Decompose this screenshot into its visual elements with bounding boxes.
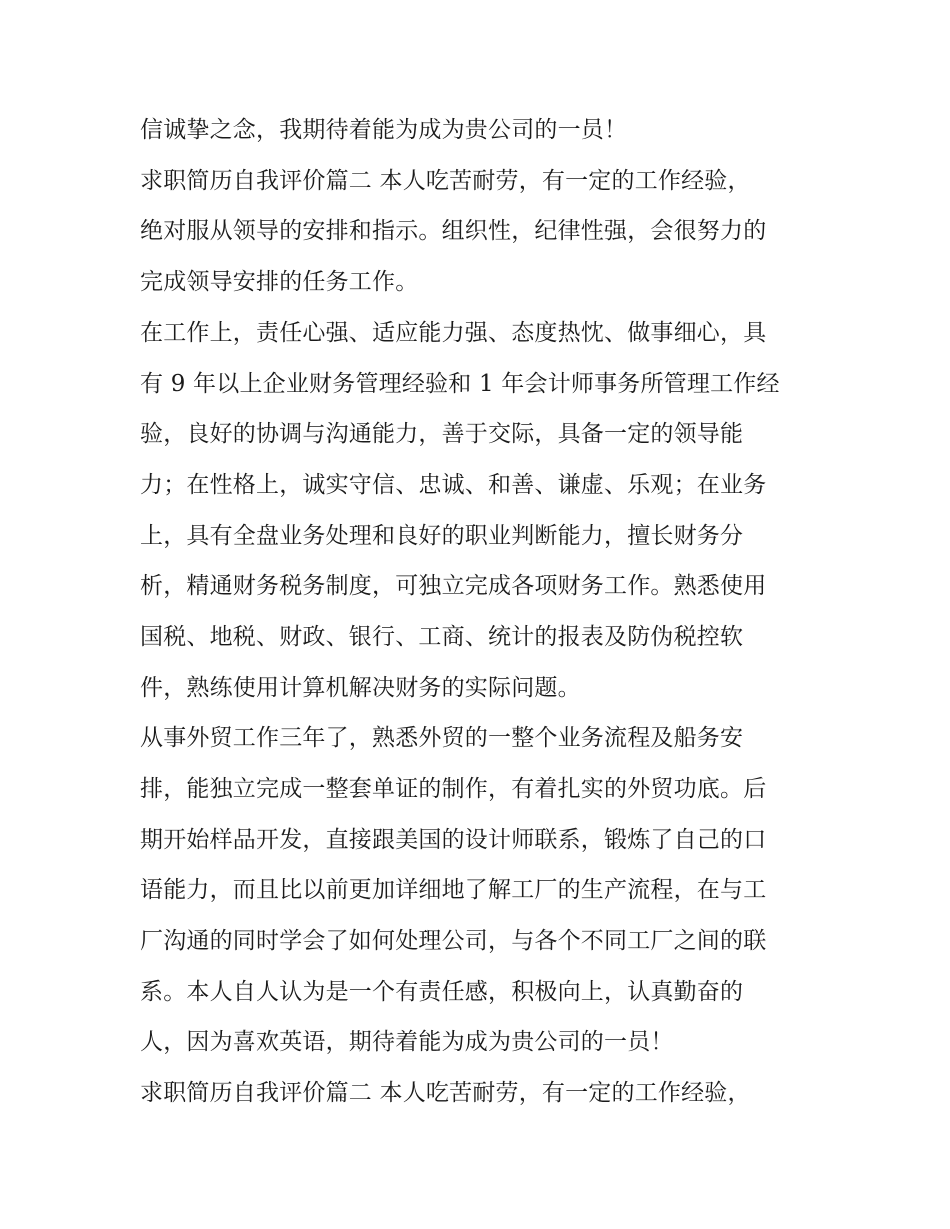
text-line: 完成领导安排的任务工作。 (140, 269, 419, 295)
text-line: 有 9 年以上企业财务管理经验和 1 年会计师事务所管理工作经 (140, 371, 780, 397)
text-line: 国税、地税、财政、银行、工商、统计的报表及防伪税控软 (140, 624, 744, 650)
text-line: 力；在性格上，诚实守信、忠诚、和善、谦虚、乐观；在业务 (140, 472, 767, 498)
text-line: 厂沟通的同时学会了如何处理公司，与各个不同工厂之间的联 (140, 928, 767, 954)
text-line: 求职简历自我评价篇二 本人吃苦耐劳，有一定的工作经验， (140, 168, 751, 194)
text-line: 语能力，而且比以前更加详细地了解工厂的生产流程，在与工 (140, 877, 767, 903)
text-line: 求职简历自我评价篇二 本人吃苦耐劳，有一定的工作经验， (140, 1080, 751, 1106)
text-line: 系。本人自人认为是一个有责任感，积极向上，认真勤奋的 (140, 979, 744, 1005)
text-line: 排，能独立完成一整套单证的制作，有着扎实的外贸功底。后 (140, 776, 767, 802)
text-line: 人，因为喜欢英语，期待着能为成为贵公司的一员！ (140, 1029, 674, 1055)
text-line: 上，具有全盘业务处理和良好的职业判断能力，擅长财务分 (140, 523, 744, 549)
text-line: 验，良好的协调与沟通能力，善于交际，具备一定的领导能 (140, 421, 744, 447)
text-line: 绝对服从领导的安排和指示。组织性，纪律性强，会很努力的 (140, 218, 767, 244)
text-line: 期开始样品开发，直接跟美国的设计师联系，锻炼了自己的口 (140, 827, 767, 853)
text-line: 件，熟练使用计算机解决财务的实际问题。 (140, 675, 581, 701)
text-line: 析，精通财务税务制度，可独立完成各项财务工作。熟悉使用 (140, 573, 767, 599)
text-line: 从事外贸工作三年了，熟悉外贸的一整个业务流程及船务安 (140, 725, 744, 751)
text-line: 信诚挚之念，我期待着能为成为贵公司的一员！ (140, 117, 628, 143)
text-line: 在工作上，责任心强、适应能力强、态度热忱、做事细心，具 (140, 320, 767, 346)
